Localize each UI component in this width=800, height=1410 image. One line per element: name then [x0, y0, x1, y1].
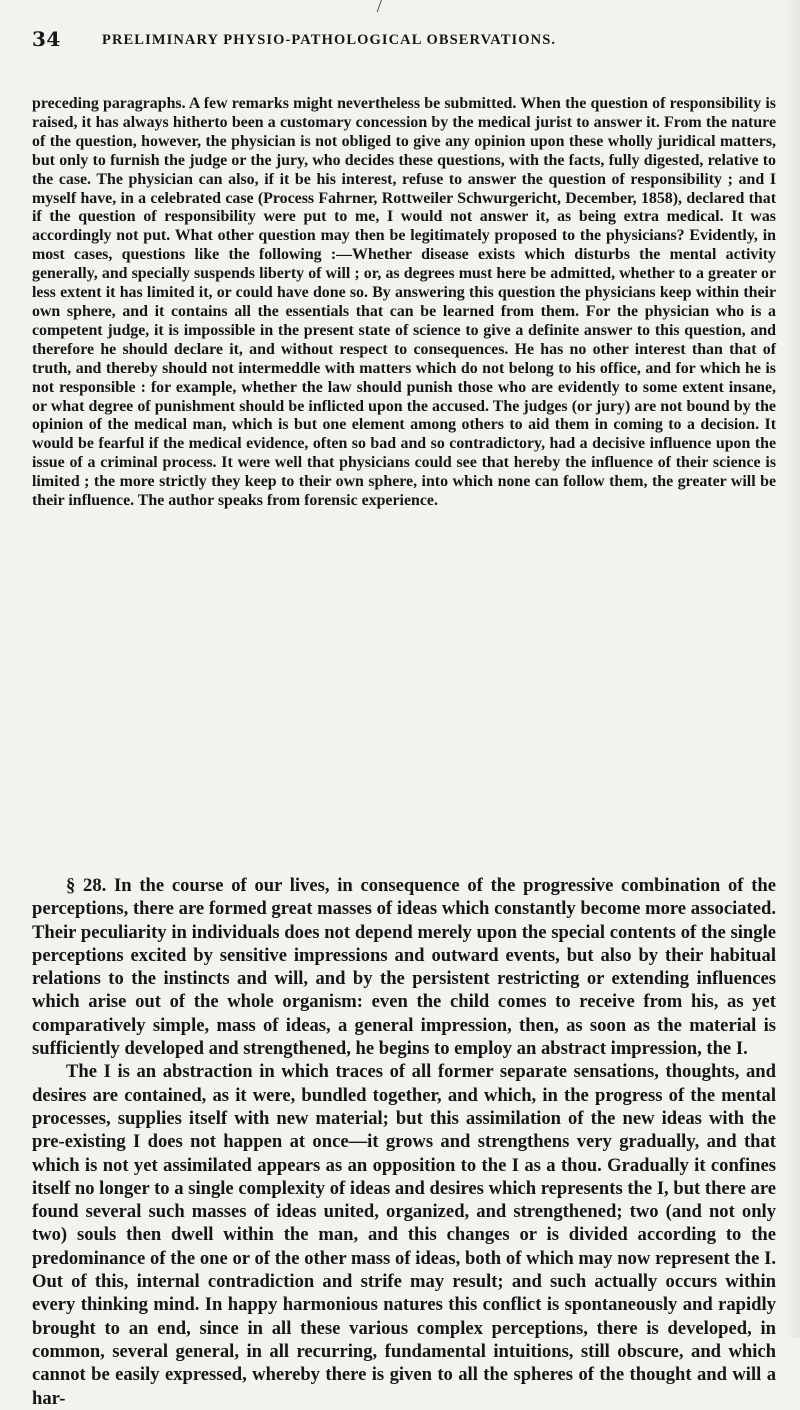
- section-28-paragraph-1: § 28. In the course of our lives, in consequence of the progressive combination of the perceptions, there are formed great masses of ideas which constantly become more associated. Their peculiarity in individuals does not depend merely upon the special contents of the single perceptions excited by sensitive impressions and outward events, but also by their habitual relations to the instincts and will, and by the persistent restricting or extending influences which arise out of the whole organism: even the child comes to receive from his, as yet comparatively simple, mass of ideas, a general impression, then, as soon as the material is sufficiently developed and strengthened, he begins to employ an abstract impression, the I.: [32, 875, 776, 1060]
- footnote-paragraph: preceding paragraphs. A few remarks might nevertheless be submitted. When the question of responsibility is raised, it has always hitherto been a customary concession by the medical jurist to answer it. From the nature of the question, however, the physician is not obliged to give any opinion upon these wholly juridical matters, but only to furnish the judge or the jury, who decides these questions, with the facts, fully digested, relative to the case. The physician can also, if it be his interest, refuse to answer the question of responsibility ; and I myself have, in a celebrated case (Process Fahrner, Rottweiler Schwurgericht, December, 1858), declared that if the question of responsibility were put to me, I would not answer it, as being extra medical. It was accordingly not put. What other question may then be legitimately proposed to the physicians? Evidently, in most cases, questions like the following :—Whether disease exists which disturbs the mental activity generally, and specially suspends liberty of will ; or, as degrees must here be admitted, whether to a greater or less extent it has limited it, or could have done so. By answering this question the physicians keep within their own sphere, and it contains all the essentials that can be learned from them. For the physician who is a competent judge, it is impossible in the present state of science to give a definite answer to this question, and therefore he should declare it, and without respect to consequences. He has no other interest than that of truth, and thereby should not intermeddle with matters which do not belong to his office, and for which he is not responsible : for example, whether the law should punish those who are evidently to some extent insane, or what degree of punishment should be inflicted upon the accused. The judges (or jury) are not bound by the opinion of the medical man, which is but one element among others to aid them in coming to a decision. It would be fearful if the medical evidence, often so bad and so contradictory, had a decisive influence upon the issue of a criminal process. It were well that physicians could see that hereby the influence of their science is limited ; the more strictly they keep to their own sphere, into which none can follow them, the greater will be their influence. The author speaks from forensic experience.: [32, 95, 776, 510]
- section-28-paragraph-2: The I is an abstraction in which traces of all former separate sensations, thoughts, and desires are contained, as it were, bundled together, and which, in the progress of the mental processes, supplies itself with new material; but this assimilation of the new ideas with the pre-existing I does not happen at once—it grows and strengthens very gradually, and that which is not yet assimilated appears as an opposition to the I as a thou. Gradually it confines itself no longer to a single complexity of ideas and desires which represents the I, but there are found several such masses of ideas united, organized, and strengthened; two (and not only two) souls then dwell within the man, and this changes or is divided according to the predominance of the one or of the other mass of ideas, both of which may now represent the I. Out of this, internal contradiction and strife may result; and such actually occurs within every thinking mind. In happy harmonious natures this conflict is spontaneously and rapidly brought to an end, since in all these various complex perceptions, there is developed, in common, several general, in all recurring, fundamental intuitions, still obscure, and which cannot be easily expressed, whereby there is given to all the spheres of the thought and will a har-: [32, 1061, 776, 1409]
- section-28-body: [32, 874, 776, 1410]
- running-head-title: PRELIMINARY PHYSIO-PATHOLOGICAL OBSERVATIONS.: [102, 32, 557, 48]
- page-edge-shadow: [786, 0, 800, 1338]
- running-head: [32, 27, 772, 53]
- page-number: 34: [32, 27, 61, 51]
- footnote-continuation: [32, 95, 776, 511]
- margin-mark: [377, 0, 382, 12]
